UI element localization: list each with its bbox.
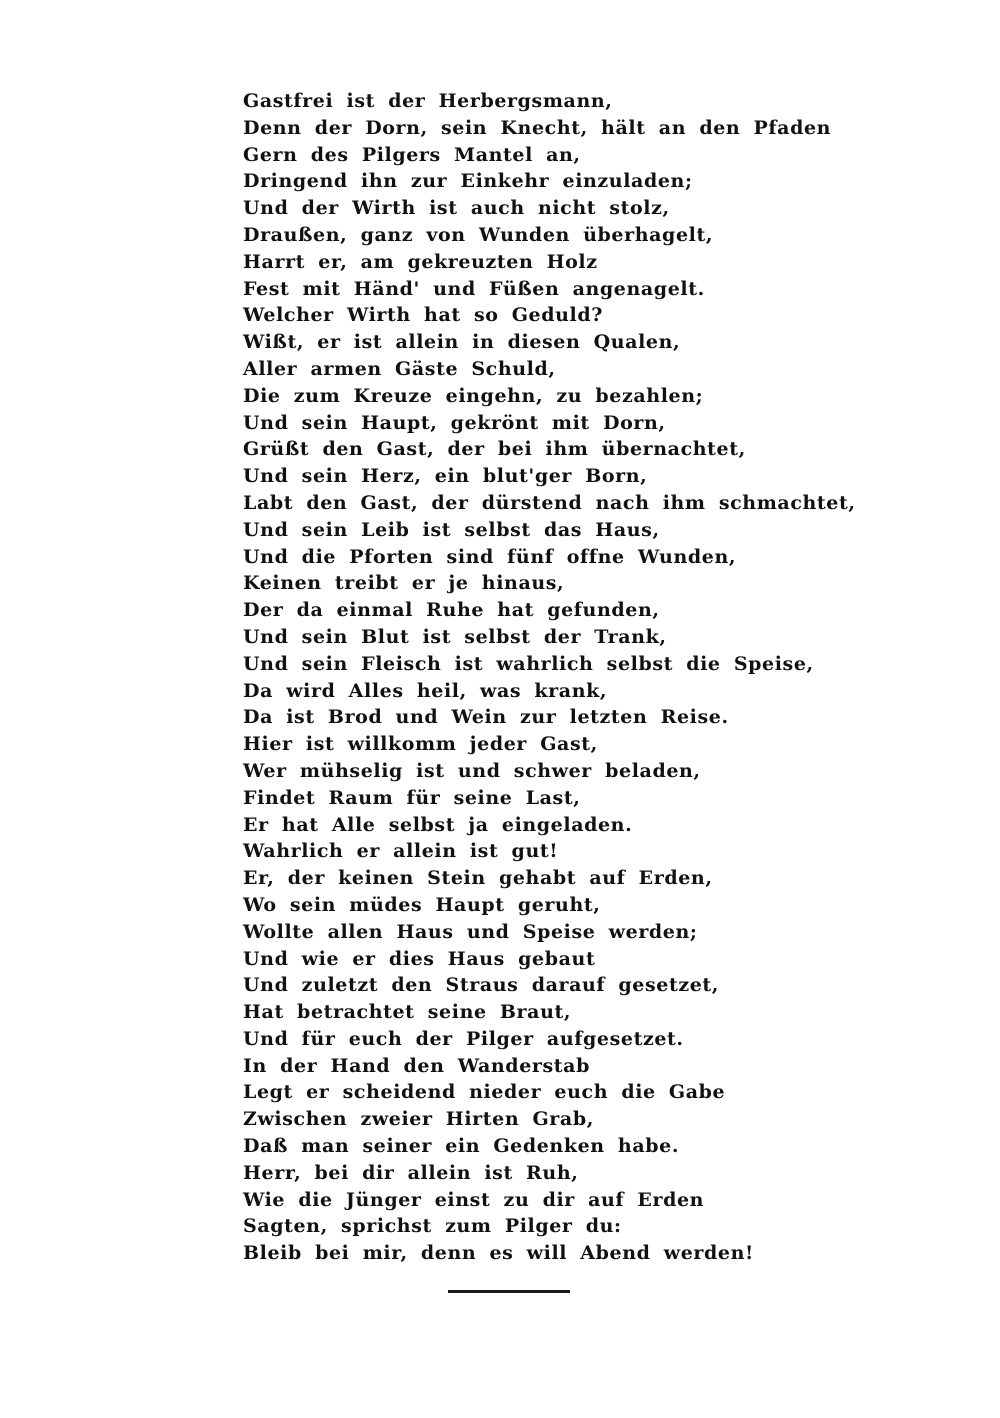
poem-line: Harrt er, am gekreuzten Holz (243, 250, 598, 273)
poem-line: Wie die Jünger einst zu dir auf Erden (243, 1188, 705, 1211)
poem-line: Der da einmal Ruhe hat gefunden, (243, 599, 660, 622)
poem-line: Dringend ihn zur Einkehr einzuladen; (243, 170, 693, 193)
poem-line: Und sein Fleisch ist wahrlich selbst die Speise, (243, 652, 814, 675)
poem-line: Grüßt den Gast, der bei ihm übernachtet, (243, 438, 746, 461)
poem-line: Und sein Haupt, gekrönt mit Dorn, (243, 411, 666, 434)
poem-line: Da ist Brod und Wein zur letzten Reise. (243, 706, 729, 729)
poem-line: Er, der keinen Stein gehabt auf Erden, (243, 867, 713, 890)
poem-line: Wißt, er ist allein in diesen Qualen, (243, 331, 681, 354)
poem-line: Bleib bei mir, denn es will Abend werden! (243, 1242, 754, 1265)
poem-line: Keinen treibt er je hinaus, (243, 572, 565, 595)
poem-line: Denn der Dorn, sein Knecht, hält an den Pfaden (243, 116, 832, 139)
poem-line: Welcher Wirth hat so Geduld? (243, 304, 603, 327)
end-rule (448, 1290, 570, 1293)
poem-line: Draußen, ganz von Wunden überhagelt, (243, 223, 714, 246)
poem-line: Hat betrachtet seine Braut, (243, 1001, 572, 1024)
poem-line: Gastfrei ist der Herbergsmann, (243, 90, 613, 112)
poem-line: Fest mit Händ' und Füßen angenagelt. (243, 277, 705, 300)
poem-line: Er hat Alle selbst ja eingeladen. (243, 813, 633, 836)
poem-line: Wahrlich er allein ist gut! (243, 840, 559, 863)
poem-line: Da wird Alles heil, was krank, (243, 679, 608, 702)
poem-line: Wer mühselig ist und schwer beladen, (243, 759, 701, 782)
poem-line: Und sein Leib ist selbst das Haus, (243, 518, 660, 541)
poem-line: Und der Wirth ist auch nicht stolz, (243, 197, 670, 220)
poem-line: Findet Raum für seine Last, (243, 786, 581, 809)
poem-line: Sagten, sprichst zum Pilger du: (243, 1215, 622, 1238)
poem-line: Aller armen Gäste Schuld, (243, 357, 556, 380)
poem-line: Labt den Gast, der dürstend nach ihm schmachtet, (243, 491, 856, 514)
poem-line: Legt er scheidend nieder euch die Gabe (243, 1081, 726, 1104)
poem-line: Herr, bei dir allein ist Ruh, (243, 1161, 579, 1184)
poem-line: Und die Pforten sind fünf offne Wunden, (243, 545, 737, 568)
poem-line: Hier ist willkomm jeder Gast, (243, 733, 598, 756)
poem-line: Und sein Herz, ein blut'ger Born, (243, 465, 648, 488)
poem-line: Daß man seiner ein Gedenken habe. (243, 1135, 680, 1158)
poem-line: Die zum Kreuze eingehn, zu bezahlen; (243, 384, 704, 407)
poem-line: Gern des Pilgers Mantel an, (243, 143, 581, 166)
poem-line: Wollte allen Haus und Speise werden; (243, 920, 698, 943)
poem-line: Und für euch der Pilger aufgesetzet. (243, 1027, 684, 1050)
poem-line: Und zuletzt den Straus darauf gesetzet, (243, 974, 720, 997)
poem-line: In der Hand den Wanderstab (243, 1054, 590, 1077)
poem-line: Und wie er dies Haus gebaut (243, 947, 596, 970)
poem-line: Und sein Blut ist selbst der Trank, (243, 625, 667, 648)
poem-text (243, 88, 856, 1267)
poem-line: Wo sein müdes Haupt geruht, (243, 893, 601, 916)
poem-line: Zwischen zweier Hirten Grab, (243, 1108, 594, 1131)
